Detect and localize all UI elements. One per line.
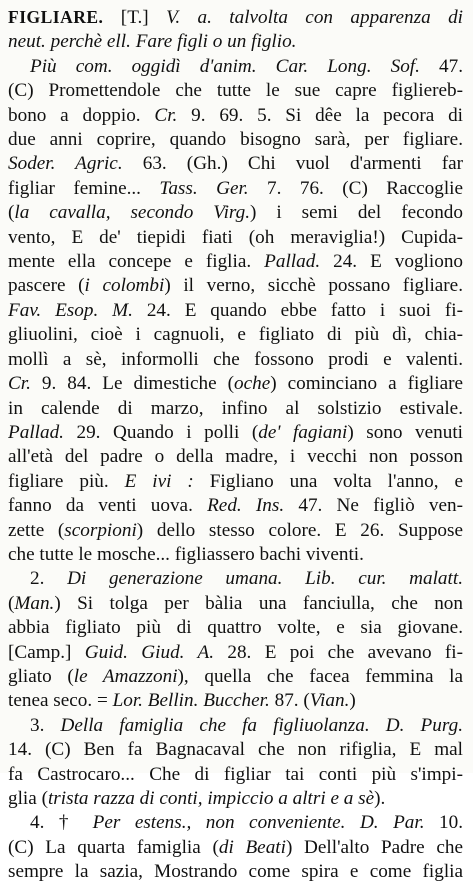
entry-text: abbia figliato più di quattro volte, e sia giovane. [8, 617, 463, 639]
italic-text: Guid. Giud. A. [84, 641, 214, 663]
entry-line [8, 201, 463, 225]
entry-line [8, 348, 463, 372]
entry-text: 3. [30, 714, 61, 736]
entry-text: gliato ( [8, 665, 74, 687]
entry-line [8, 494, 463, 518]
entry-line [8, 592, 463, 616]
entry-text: pascere ( [8, 275, 85, 297]
entry-line [8, 860, 463, 884]
entry-text: 24. E quando ebbe fatto i suoi fi- [132, 299, 463, 321]
entry-text: fanno da venti uova. [8, 495, 208, 517]
entry-line [8, 152, 463, 176]
entry-text: gliuolini, cioè i cagnuoli, e figliato di più dì, chia- [8, 324, 463, 346]
entry-line [8, 787, 463, 811]
entry-line [8, 323, 463, 347]
entry-line [8, 421, 463, 445]
entry-text: glia ( [8, 788, 48, 809]
entry-text: mente ella concepe e figlia. [8, 251, 265, 273]
italic-text: Più com. oggidì d'anim. Car. Long. Sof. [30, 55, 420, 77]
entry-text: mollì a sè, informolli che fossono prodi e valenti. [8, 348, 463, 370]
italic-text: le Amazzoni [73, 665, 178, 687]
entry-line [8, 397, 463, 421]
entry-text: [T.] [103, 7, 167, 28]
entry-text: figliare più. [8, 470, 125, 492]
italic-text: la cavalla, secondo Virg. [14, 202, 251, 224]
entry-text: (C) Promettendole che tutte le sue capre figliereb- [8, 80, 463, 102]
headword: FIGLIARE. [8, 7, 104, 27]
entry-text: 47. [419, 55, 463, 77]
entry-text: sempre la sazia, Mostrando come spira e come figlia [8, 861, 463, 883]
entry-line [8, 299, 463, 323]
entry-text: ) dello stesso colore. E 26. Suppose [136, 519, 463, 541]
entry-text: 9. 69. 5. Si dêe la pecora di [177, 104, 463, 126]
entry-line [8, 567, 463, 591]
entry-line [8, 689, 463, 713]
entry-line [8, 5, 463, 30]
italic-text: Di generazione umana. Lib. cur. malatt. [67, 568, 463, 590]
entry-text: 28. E poi che avevano fi- [214, 641, 463, 663]
entry-text: ) Si tolga per bàlia una fanciulla, che non [54, 592, 463, 614]
entry-text: ) [349, 690, 356, 712]
entry-text: 29. Quando i polli ( [63, 421, 259, 443]
entry-text: ) sono venuti [347, 421, 463, 443]
entry-line [8, 738, 463, 762]
italic-text: E ivi : [124, 470, 194, 492]
entry-text: due anni coprire, quando bisogno sarà, per figliare. [8, 129, 463, 151]
entry-line [8, 128, 463, 152]
entry-text: all'età del padre o della madre, i vecchi non posson [8, 446, 463, 468]
entry-text: ). [374, 788, 386, 809]
italic-text: neut. perchè ell. Fare figli o un figlio. [8, 31, 297, 53]
entry-text: 87. ( [269, 690, 310, 712]
entry-text: ), quella che facea femmina la [177, 665, 463, 687]
entry-text: bono a doppio. [8, 104, 155, 126]
entry-text: vento, E de' tiepidi fiati (oh meraviglia!) Cupida- [8, 226, 463, 248]
dictionary-entry-figliare [8, 5, 463, 885]
entry-line [8, 641, 463, 665]
entry-text: ) il verno, sicchè possano figliare. [164, 275, 463, 297]
entry-text: ) cominciano a figliare [270, 373, 463, 395]
entry-line [8, 470, 463, 494]
entry-line [8, 177, 463, 201]
italic-text: de' fagiani [258, 421, 348, 443]
entry-line [8, 665, 463, 689]
entry-line [8, 616, 463, 640]
italic-text: Red. Ins. [207, 495, 285, 517]
italic-text: scorpioni [64, 519, 137, 541]
entry-text: 2. [30, 568, 68, 590]
entry-text: 47. Ne figliò ven- [284, 495, 463, 517]
entry-line [8, 714, 463, 738]
italic-text: Pallad. [8, 421, 64, 443]
entry-text: ) i semi del fecondo [250, 202, 463, 224]
entry-text: 14. (C) Ben fa Bagnacaval che non rifiglia, E mal [8, 739, 463, 761]
entry-line [8, 445, 463, 469]
entry-text: 4. † [30, 812, 93, 834]
entry-text: (C) La quarta famiglia ( [8, 836, 219, 858]
entry-line [8, 836, 463, 860]
entry-text: ) Dell'alto Padre che [285, 836, 463, 858]
entry-text: zette ( [8, 519, 65, 541]
entry-line [8, 519, 463, 543]
italic-text: di Beati [218, 836, 286, 858]
entry-text: 10. [424, 812, 463, 834]
entry-text: 9. 84. Le dimestiche ( [30, 373, 234, 395]
entry-line [8, 250, 463, 274]
entry-line [8, 226, 463, 250]
italic-text: Lor. Bellin. Buccher. [112, 690, 270, 712]
entry-text: in calende di marzo, infino al solstizio estivale. [8, 397, 463, 419]
entry-text: tenea seco. = [8, 690, 113, 712]
entry-line [8, 811, 463, 835]
italic-text: Per estens., non conveniente. D. Par. [92, 812, 425, 834]
entry-line [8, 543, 463, 567]
italic-text: trista razza di conti, impiccio a altri e a sè [47, 788, 375, 809]
italic-text: Cr. [8, 373, 31, 395]
entry-text: Figliano una volta l'anno, e [193, 470, 463, 492]
entry-text: ( [8, 202, 15, 224]
entry-text: [Camp.] [8, 641, 85, 663]
italic-text: Fav. Esop. M. [8, 299, 133, 321]
italic-text: Pallad. [264, 251, 321, 273]
entry-line [8, 274, 463, 298]
entry-line [8, 30, 463, 54]
italic-text: Della famiglia che fa figliuolanza. D. Purg. [60, 714, 463, 736]
italic-text: Cr. [154, 104, 178, 126]
italic-text: V. a. talvolta con apparenza di [166, 7, 463, 28]
entry-line [8, 763, 463, 787]
entry-line [8, 372, 463, 396]
italic-text: i colombi [84, 275, 165, 297]
entry-text: fa Castrocaro... Che di figliar tai conti più s'impi- [8, 763, 463, 785]
italic-text: Vian. [309, 690, 350, 712]
italic-text: oche [233, 373, 271, 395]
entry-text: 63. (Gh.) Chi vuol d'armenti far [122, 153, 463, 175]
entry-text: ( [8, 592, 15, 614]
entry-text: figliar femine... [8, 177, 160, 199]
entry-line [8, 104, 463, 128]
entry-text: che tutte le mosche... figliassero bachi viventi. [8, 543, 364, 565]
entry-text: 7. 76. (C) Raccoglie [248, 177, 463, 199]
italic-text: Man. [14, 592, 55, 614]
entry-line [8, 79, 463, 103]
italic-text: Tass. Ger. [159, 177, 249, 199]
entry-text: 24. E vogliono [320, 251, 463, 273]
entry-line [8, 55, 463, 79]
italic-text: Soder. Agric. [8, 153, 123, 175]
